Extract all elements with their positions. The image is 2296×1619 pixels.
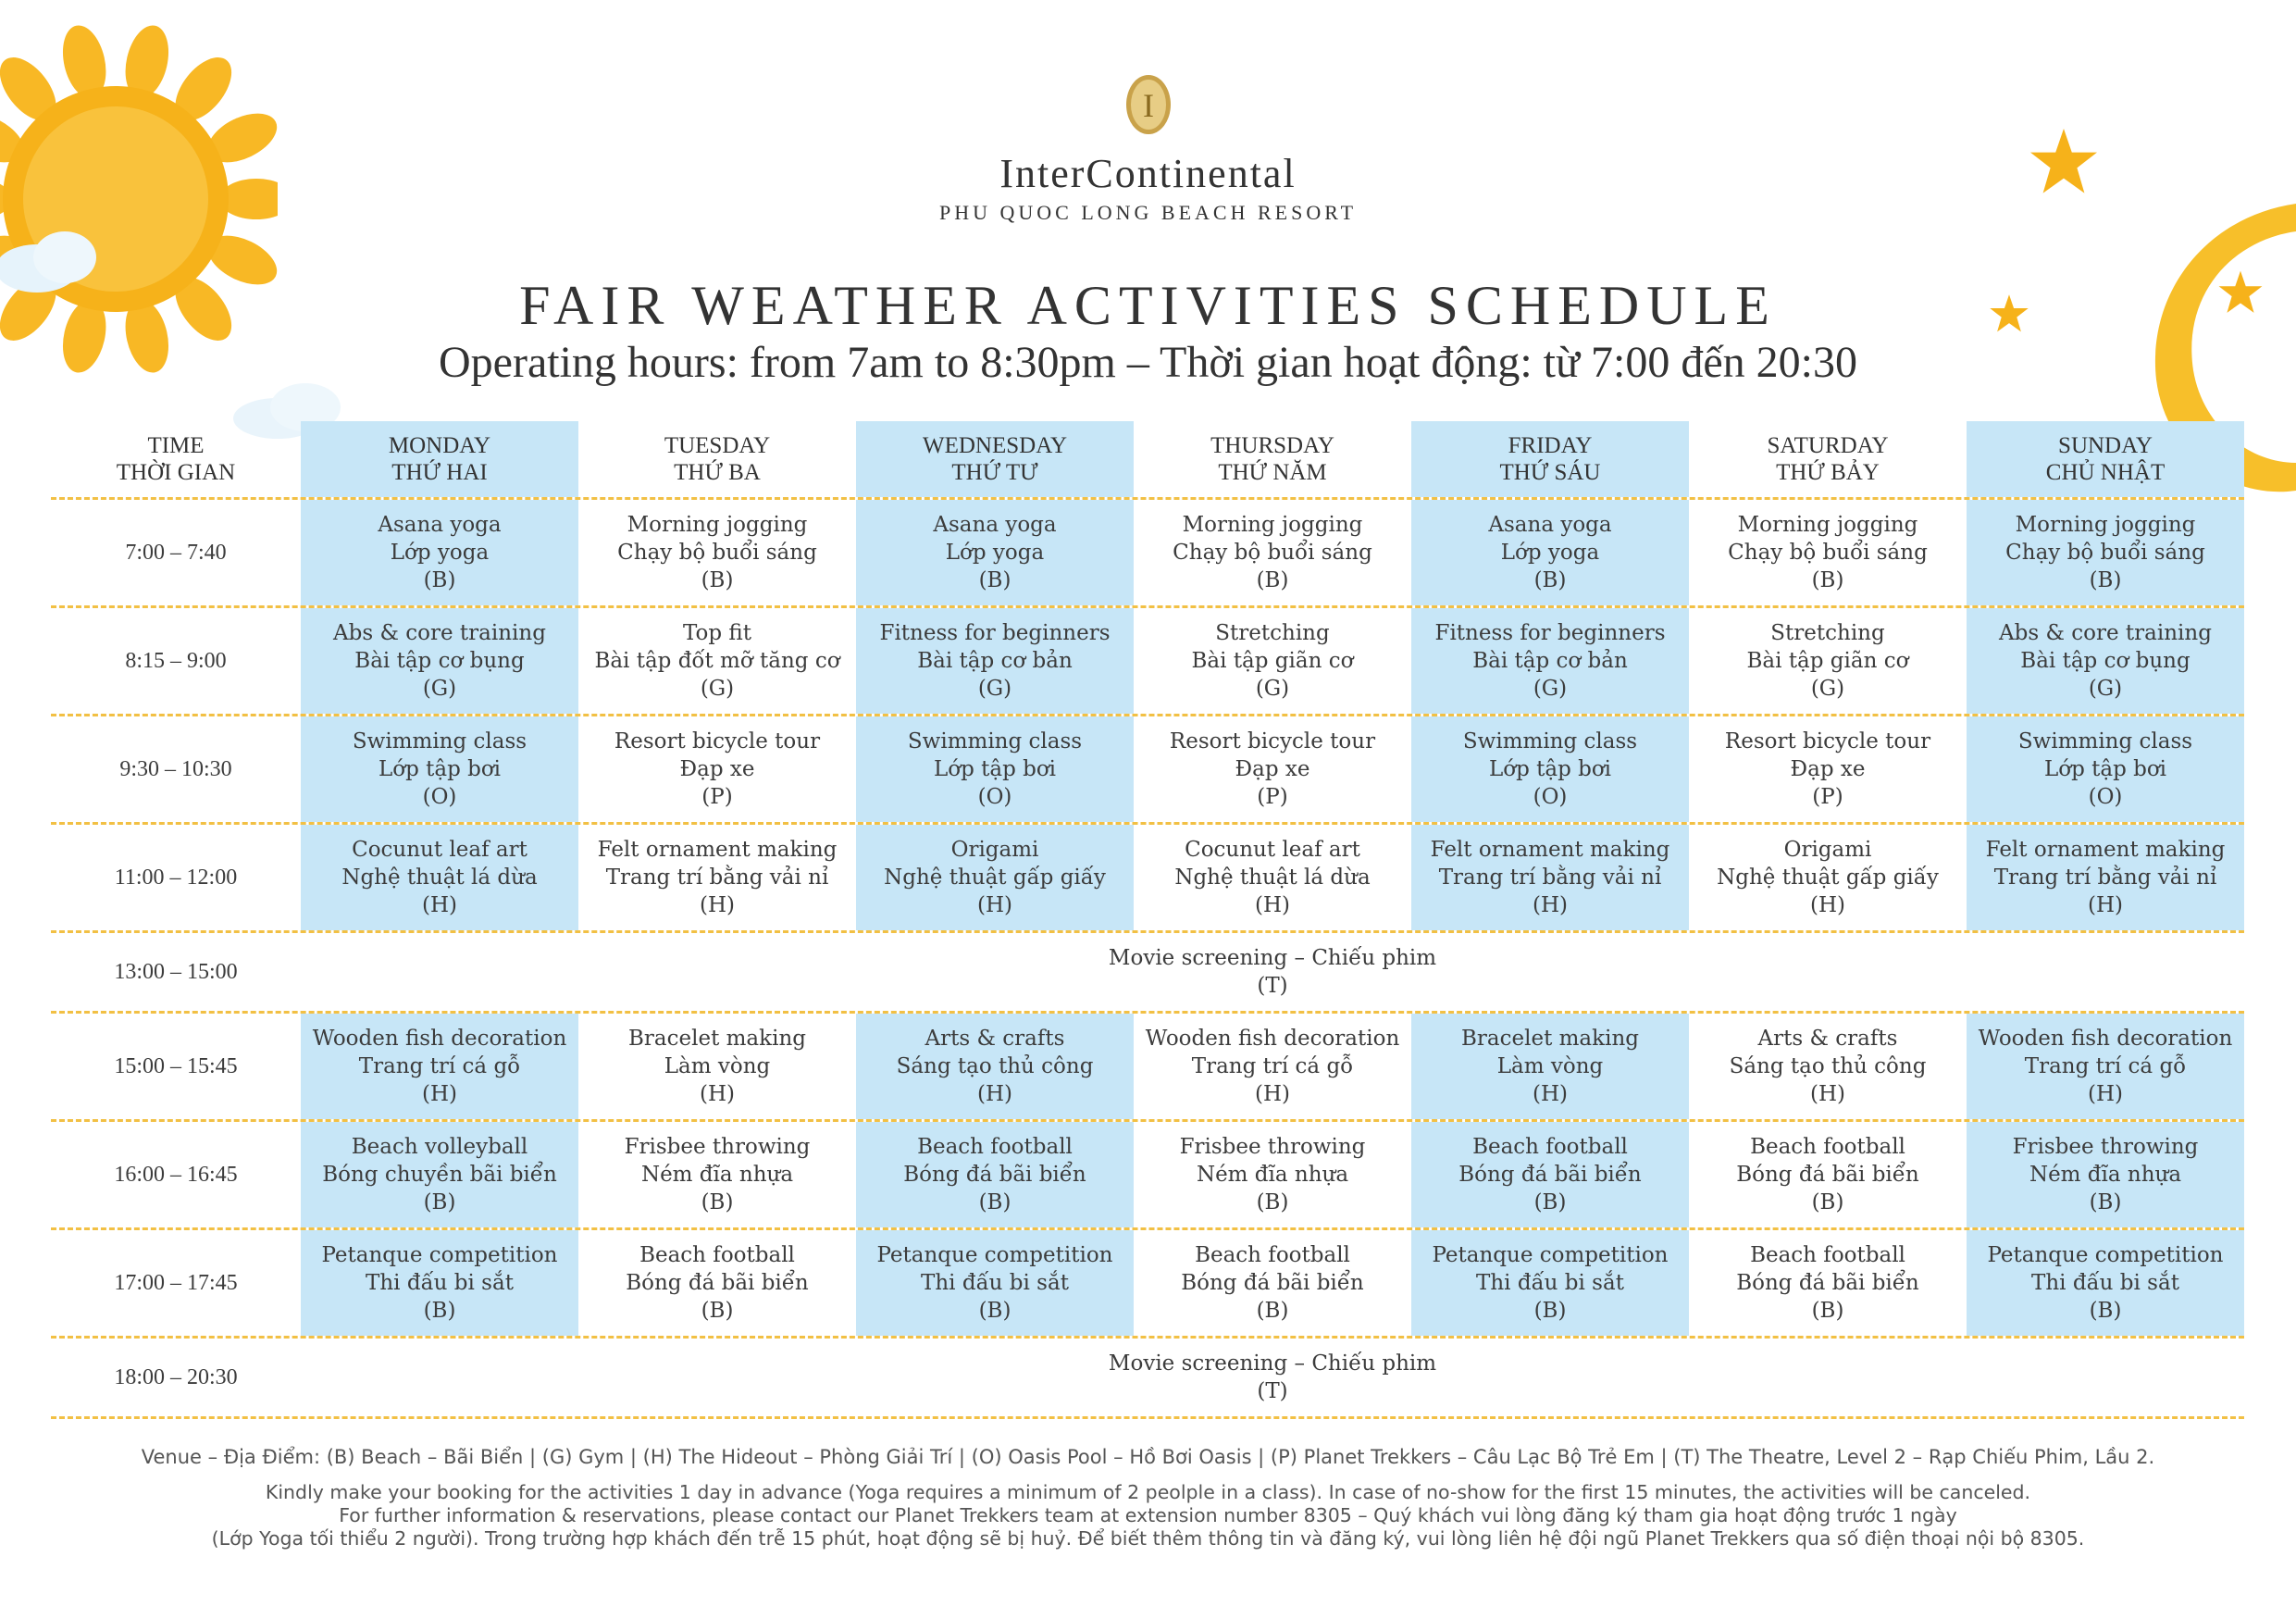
- cell-line: Top fit: [682, 621, 752, 645]
- cell-line: (G): [1810, 677, 1845, 701]
- cell-line: Chạy bộ buổi sáng: [1173, 541, 1372, 565]
- cell-line: THỨ TƯ: [951, 460, 1038, 485]
- intercontinental-emblem-icon: [1123, 72, 1174, 137]
- activity-cell: [578, 1014, 856, 1119]
- cell-line: Bóng đá bãi biển: [903, 1163, 1086, 1187]
- svg-text:I: I: [1142, 87, 1154, 124]
- brand-tagline: PHU QUOC LONG BEACH RESORT: [938, 201, 1358, 224]
- cell-line: (B): [978, 1299, 1011, 1323]
- cell-line: Bóng đá bãi biển: [626, 1271, 809, 1295]
- time-slot: 16:00 – 16:45: [114, 1163, 238, 1187]
- activity-cell: [1967, 1014, 2244, 1119]
- cell-line: (B): [1811, 1299, 1844, 1323]
- cell-line: Lớp yoga: [390, 541, 490, 565]
- cell-line: Thi đấu bi sắt: [366, 1271, 514, 1295]
- time-column-header: [51, 421, 301, 497]
- contact-note: For further information & reservations, please contact our Planet Trekkers team at extension number 8305 – Quý khách vui lòng đăng ký tham gia hoạt động trước 1 ngày: [339, 1504, 1957, 1526]
- cell-line: (G): [700, 677, 735, 701]
- time-slot: 17:00 – 17:45: [114, 1271, 238, 1295]
- cell-line: (G): [1533, 677, 1568, 701]
- cell-line: FRIDAY: [1508, 433, 1593, 458]
- cell-line: Wooden fish decoration: [1978, 1027, 2233, 1051]
- cell-line: Arts & crafts: [1757, 1027, 1898, 1051]
- activity-cell: [856, 716, 1134, 822]
- cell-line: (O): [1533, 785, 1568, 809]
- cell-line: Đạp xe: [1235, 757, 1310, 781]
- cell-line: Thi đấu bi sắt: [1476, 1271, 1624, 1295]
- cell-line: Beach football: [1750, 1243, 1905, 1267]
- cell-line: (H): [1809, 893, 1845, 917]
- cell-line: (H): [976, 1082, 1012, 1106]
- cell-line: (T): [1257, 1379, 1288, 1403]
- cell-line: Làm vòng: [664, 1054, 771, 1078]
- cell-line: Ném đĩa nhựa: [640, 1163, 794, 1187]
- activity-cell: [301, 1014, 578, 1119]
- activity-cell: [1689, 1230, 1967, 1336]
- cell-line: Stretching: [1770, 621, 1885, 645]
- cell-line: Petanque competition: [321, 1243, 558, 1267]
- venue-legend: Venue – Địa Điểm: (B) Beach – Bãi Biển | (G) Gym | (H) The Hideout – Phòng Giải Trí | (O) Oasis Pool – Hồ Bơi Oasis | (P) Planet Trekkers – Câu Lạc Bộ Trẻ Em | (T) The Theatre, Level 2 – Rạp Chiếu Phim, Lầu 2.: [141, 1446, 2155, 1468]
- cell-line: (H): [699, 893, 735, 917]
- cell-line: Đạp xe: [679, 757, 755, 781]
- activity-cell: [856, 500, 1134, 605]
- cell-line: Fitness for beginners: [1434, 621, 1666, 645]
- activity-cell: [578, 716, 856, 822]
- cell-line: Frisbee throwing: [624, 1135, 811, 1159]
- cell-line: (B): [1256, 1299, 1289, 1323]
- cell-line: Beach football: [639, 1243, 795, 1267]
- cell-line: (B): [978, 568, 1011, 592]
- day-header-thursday: [1134, 421, 1411, 497]
- day-header-friday: [1411, 421, 1689, 497]
- cell-line: Bracelet making: [1461, 1027, 1639, 1051]
- cell-line: Bóng đá bãi biển: [1458, 1163, 1642, 1187]
- time-slot: 9:30 – 10:30: [119, 757, 232, 781]
- cell-line: Trang trí cá gỗ: [358, 1054, 521, 1078]
- cell-line: Swimming class: [907, 729, 1083, 753]
- activity-cell: [856, 1122, 1134, 1227]
- activity-cell: [1689, 500, 1967, 605]
- cell-line: Bài tập giãn cơ: [1191, 649, 1354, 673]
- cell-line: Resort bicycle tour: [1724, 729, 1931, 753]
- cell-line: Chạy bộ buổi sáng: [1728, 541, 1928, 565]
- cell-line: CHỦ NHẬT: [2045, 460, 2166, 485]
- activity-cell: [1689, 716, 1967, 822]
- activity-cell: [1411, 825, 1689, 930]
- activity-cell: [1689, 1122, 1967, 1227]
- time-slot: 13:00 – 15:00: [114, 960, 238, 984]
- cell-line: (B): [701, 1299, 734, 1323]
- cell-line: (B): [1256, 568, 1289, 592]
- activity-cell: [578, 1122, 856, 1227]
- cell-line: Cocunut leaf art: [352, 838, 527, 862]
- cell-line: Origami: [950, 838, 1039, 862]
- cell-line: Beach football: [1472, 1135, 1628, 1159]
- activity-cell: [1134, 825, 1411, 930]
- activity-cell: [856, 825, 1134, 930]
- cell-line: Swimming class: [352, 729, 527, 753]
- cell-line: THỨ BA: [674, 460, 761, 485]
- cell-line: Sáng tạo thủ công: [896, 1054, 1094, 1078]
- cell-line: Abs & core training: [1999, 621, 2212, 645]
- activity-cell: [1134, 1230, 1411, 1336]
- cell-line: Morning jogging: [627, 513, 808, 537]
- activity-cell: [1967, 1122, 2244, 1227]
- cell-line: THỨ HAI: [391, 460, 488, 485]
- cell-line: Arts & crafts: [925, 1027, 1065, 1051]
- cell-line: Thi đấu bi sắt: [2031, 1271, 2179, 1295]
- cell-line: (O): [422, 785, 457, 809]
- cell-line: Làm vòng: [1496, 1054, 1604, 1078]
- cell-line: Beach football: [917, 1135, 1073, 1159]
- cell-line: Frisbee throwing: [2012, 1135, 2199, 1159]
- cell-line: SUNDAY: [2058, 433, 2153, 458]
- cell-line: (H): [1532, 1082, 1568, 1106]
- time-slot: 15:00 – 15:45: [114, 1054, 238, 1078]
- cell-line: (H): [1254, 1082, 1290, 1106]
- cell-line: (B): [423, 1190, 456, 1214]
- cell-line: TIME: [147, 433, 205, 458]
- cell-line: Morning jogging: [1182, 513, 1363, 537]
- operating-hours: Operating hours: from 7am to 8:30pm – Thời gian hoạt động: từ 7:00 đến 20:30: [439, 338, 1857, 387]
- cell-line: Lớp tập bơi: [933, 757, 1057, 781]
- activity-cell: [578, 608, 856, 714]
- cell-line: Frisbee throwing: [1179, 1135, 1366, 1159]
- activity-cell: [1967, 716, 2244, 822]
- cell-line: Trang trí bằng vải nỉ: [1993, 866, 2217, 890]
- cell-line: Chạy bộ buổi sáng: [617, 541, 817, 565]
- activity-cell: [1411, 716, 1689, 822]
- cell-line: Bracelet making: [628, 1027, 806, 1051]
- vietnamese-note: (Lớp Yoga tối thiểu 2 người). Trong trường hợp khách đến trễ 15 phút, hoạt động sẽ bị huỷ. Để biết thêm thông tin và đăng ký, vui lòng liên hệ đội ngũ Planet Trekkers qua số điện thoại nội bộ 8305.: [211, 1527, 2085, 1550]
- cell-line: (H): [2087, 893, 2123, 917]
- cell-line: (B): [1811, 1190, 1844, 1214]
- activity-cell-span: [301, 933, 2244, 1011]
- day-header-monday: [301, 421, 578, 497]
- activity-cell: [856, 1230, 1134, 1336]
- activity-cell: [301, 716, 578, 822]
- cell-line: (H): [1809, 1082, 1845, 1106]
- day-header-saturday: [1689, 421, 1967, 497]
- cell-line: (G): [2088, 677, 2123, 701]
- cell-line: Bóng chuyền bãi biển: [322, 1163, 557, 1187]
- cell-line: Bài tập giãn cơ: [1746, 649, 1909, 673]
- cell-line: (G): [422, 677, 457, 701]
- cell-line: Bóng đá bãi biển: [1736, 1271, 1919, 1295]
- cell-line: Morning jogging: [2015, 513, 2196, 537]
- cell-line: (H): [1254, 893, 1290, 917]
- activity-cell: [1411, 1122, 1689, 1227]
- cell-line: Trang trí bằng vải nỉ: [605, 866, 829, 890]
- cell-line: Trang trí bằng vải nỉ: [1438, 866, 1662, 890]
- cell-line: (G): [977, 677, 1012, 701]
- cell-line: Trang trí cá gỗ: [1191, 1054, 1354, 1078]
- cell-line: Lớp tập bơi: [378, 757, 502, 781]
- cell-line: Lớp yoga: [1500, 541, 1600, 565]
- activity-cell: [1134, 608, 1411, 714]
- time-slot: 18:00 – 20:30: [114, 1365, 238, 1389]
- cell-line: (B): [701, 568, 734, 592]
- activity-cell: [1134, 1122, 1411, 1227]
- cell-line: Movie screening – Chiếu phim: [1108, 1351, 1437, 1376]
- activity-cell: [856, 608, 1134, 714]
- cell-line: Felt ornament making: [597, 838, 838, 862]
- cell-line: (P): [1812, 785, 1843, 809]
- cell-line: (B): [978, 1190, 1011, 1214]
- cell-line: (B): [1533, 568, 1567, 592]
- day-header-tuesday: [578, 421, 856, 497]
- activity-cell: [1967, 608, 2244, 714]
- cell-line: Petanque competition: [876, 1243, 1113, 1267]
- cell-line: (H): [976, 893, 1012, 917]
- cell-line: (T): [1257, 974, 1288, 998]
- cell-line: MONDAY: [388, 433, 491, 458]
- cell-line: (H): [421, 1082, 457, 1106]
- cell-line: Asana yoga: [378, 513, 502, 537]
- cell-line: Origami: [1783, 838, 1872, 862]
- cell-line: THURSDAY: [1210, 433, 1334, 458]
- cell-line: Thi đấu bi sắt: [921, 1271, 1069, 1295]
- activity-cell: [856, 1014, 1134, 1119]
- activity-cell: [1411, 608, 1689, 714]
- time-slot: 8:15 – 9:00: [125, 649, 227, 673]
- activity-cell: [1967, 1230, 2244, 1336]
- cell-line: Wooden fish decoration: [312, 1027, 567, 1051]
- cell-line: (H): [699, 1082, 735, 1106]
- activity-cell: [1689, 1014, 1967, 1119]
- activity-cell: [301, 500, 578, 605]
- activity-cell: [578, 500, 856, 605]
- cell-line: THỨ SÁU: [1499, 460, 1601, 485]
- cell-line: Ném đĩa nhựa: [2029, 1163, 2182, 1187]
- cell-line: Sáng tạo thủ công: [1729, 1054, 1927, 1078]
- activity-cell: [578, 825, 856, 930]
- cell-line: Morning jogging: [1737, 513, 1918, 537]
- cell-line: (B): [423, 568, 456, 592]
- cell-line: Bài tập cơ bản: [1472, 649, 1628, 673]
- cell-line: THỨ NĂM: [1218, 460, 1327, 485]
- activity-cell: [1134, 500, 1411, 605]
- cell-line: (B): [1256, 1190, 1289, 1214]
- booking-note: Kindly make your booking for the activities 1 day in advance (Yoga requires a minimum of 2 peolple in a class). In case of no-show for the first 15 minutes, the activities will be canceled.: [265, 1481, 2031, 1503]
- activity-cell: [301, 608, 578, 714]
- cell-line: (B): [701, 1190, 734, 1214]
- cell-line: Bóng đá bãi biển: [1181, 1271, 1364, 1295]
- cell-line: (H): [421, 893, 457, 917]
- time-slot: 11:00 – 12:00: [114, 866, 238, 890]
- hotel-logo: [0, 72, 2296, 225]
- cell-line: (H): [1532, 893, 1568, 917]
- cell-line: Nghệ thuật gấp giấy: [1717, 866, 1939, 890]
- brand-name: InterContinental: [999, 151, 1297, 196]
- day-header-wednesday: [856, 421, 1134, 497]
- cell-line: Nghệ thuật gấp giấy: [884, 866, 1106, 890]
- cell-line: (B): [1811, 568, 1844, 592]
- cell-line: Chạy bộ buổi sáng: [2005, 541, 2205, 565]
- cell-line: THỨ BẢY: [1776, 460, 1880, 485]
- activity-cell: [1689, 608, 1967, 714]
- activity-cell: [301, 1122, 578, 1227]
- cell-line: Bài tập cơ bụng: [354, 649, 525, 673]
- cell-line: Trang trí cá gỗ: [2024, 1054, 2187, 1078]
- cell-line: SATURDAY: [1767, 433, 1889, 458]
- cell-line: Bóng đá bãi biển: [1736, 1163, 1919, 1187]
- cell-line: Resort bicycle tour: [1169, 729, 1376, 753]
- cell-line: Resort bicycle tour: [614, 729, 821, 753]
- cell-line: Movie screening – Chiếu phim: [1108, 946, 1437, 970]
- cell-line: Lớp tập bơi: [1488, 757, 1612, 781]
- cell-line: Swimming class: [2017, 729, 2193, 753]
- cell-line: Petanque competition: [1987, 1243, 2224, 1267]
- cell-line: Asana yoga: [933, 513, 1057, 537]
- cell-line: TUESDAY: [664, 433, 771, 458]
- cell-line: (P): [1257, 785, 1288, 809]
- activity-cell-span: [301, 1339, 2244, 1416]
- cell-line: Nghệ thuật lá dừa: [341, 866, 538, 890]
- activity-cell: [1967, 500, 2244, 605]
- cell-line: Abs & core training: [333, 621, 546, 645]
- cell-line: Felt ornament making: [1430, 838, 1670, 862]
- cell-line: Bài tập cơ bản: [917, 649, 1073, 673]
- cell-line: Nghệ thuật lá dừa: [1174, 866, 1371, 890]
- page-title: FAIR WEATHER ACTIVITIES SCHEDULE: [519, 275, 1777, 336]
- cell-line: (B): [1533, 1299, 1567, 1323]
- activity-cell: [1411, 500, 1689, 605]
- cell-line: Bài tập đốt mỡ tăng cơ: [594, 649, 840, 673]
- cell-line: (B): [2089, 1299, 2122, 1323]
- activity-cell: [1411, 1014, 1689, 1119]
- activity-cell: [1967, 825, 2244, 930]
- day-header-sunday: [1967, 421, 2244, 497]
- cell-line: (G): [1255, 677, 1290, 701]
- cell-line: WEDNESDAY: [922, 433, 1068, 458]
- cell-line: Bài tập cơ bụng: [2020, 649, 2191, 673]
- cell-line: Đạp xe: [1790, 757, 1866, 781]
- activity-cell: [1134, 716, 1411, 822]
- activity-cell: [1134, 1014, 1411, 1119]
- cell-line: (B): [1533, 1190, 1567, 1214]
- schedule-table: [51, 421, 2244, 1419]
- cell-line: Stretching: [1215, 621, 1330, 645]
- activity-cell: [301, 1230, 578, 1336]
- cell-line: (O): [977, 785, 1012, 809]
- row-divider: [51, 1416, 2244, 1419]
- cell-line: Beach football: [1750, 1135, 1905, 1159]
- cell-line: Beach football: [1195, 1243, 1350, 1267]
- cell-line: (B): [2089, 568, 2122, 592]
- cell-line: (O): [2088, 785, 2123, 809]
- cell-line: (B): [2089, 1190, 2122, 1214]
- cell-line: Lớp tập bơi: [2043, 757, 2167, 781]
- cell-line: Fitness for beginners: [879, 621, 1111, 645]
- cell-line: Felt ornament making: [1985, 838, 2226, 862]
- cell-line: (B): [423, 1299, 456, 1323]
- activity-cell: [1411, 1230, 1689, 1336]
- activity-cell: [301, 825, 578, 930]
- time-slot: 7:00 – 7:40: [125, 541, 227, 565]
- cell-line: (H): [2087, 1082, 2123, 1106]
- cell-line: Beach volleyball: [351, 1135, 528, 1159]
- cell-line: Cocunut leaf art: [1185, 838, 1360, 862]
- cell-line: Lớp yoga: [945, 541, 1045, 565]
- activity-cell: [578, 1230, 856, 1336]
- activity-cell: [1689, 825, 1967, 930]
- cell-line: Asana yoga: [1488, 513, 1612, 537]
- cell-line: Ném đĩa nhựa: [1196, 1163, 1349, 1187]
- cell-line: Petanque competition: [1432, 1243, 1669, 1267]
- cell-line: Swimming class: [1462, 729, 1638, 753]
- cell-line: Wooden fish decoration: [1145, 1027, 1400, 1051]
- cell-line: (P): [701, 785, 733, 809]
- cell-line: THỜI GIAN: [116, 460, 236, 485]
- footer: [0, 1446, 2296, 1551]
